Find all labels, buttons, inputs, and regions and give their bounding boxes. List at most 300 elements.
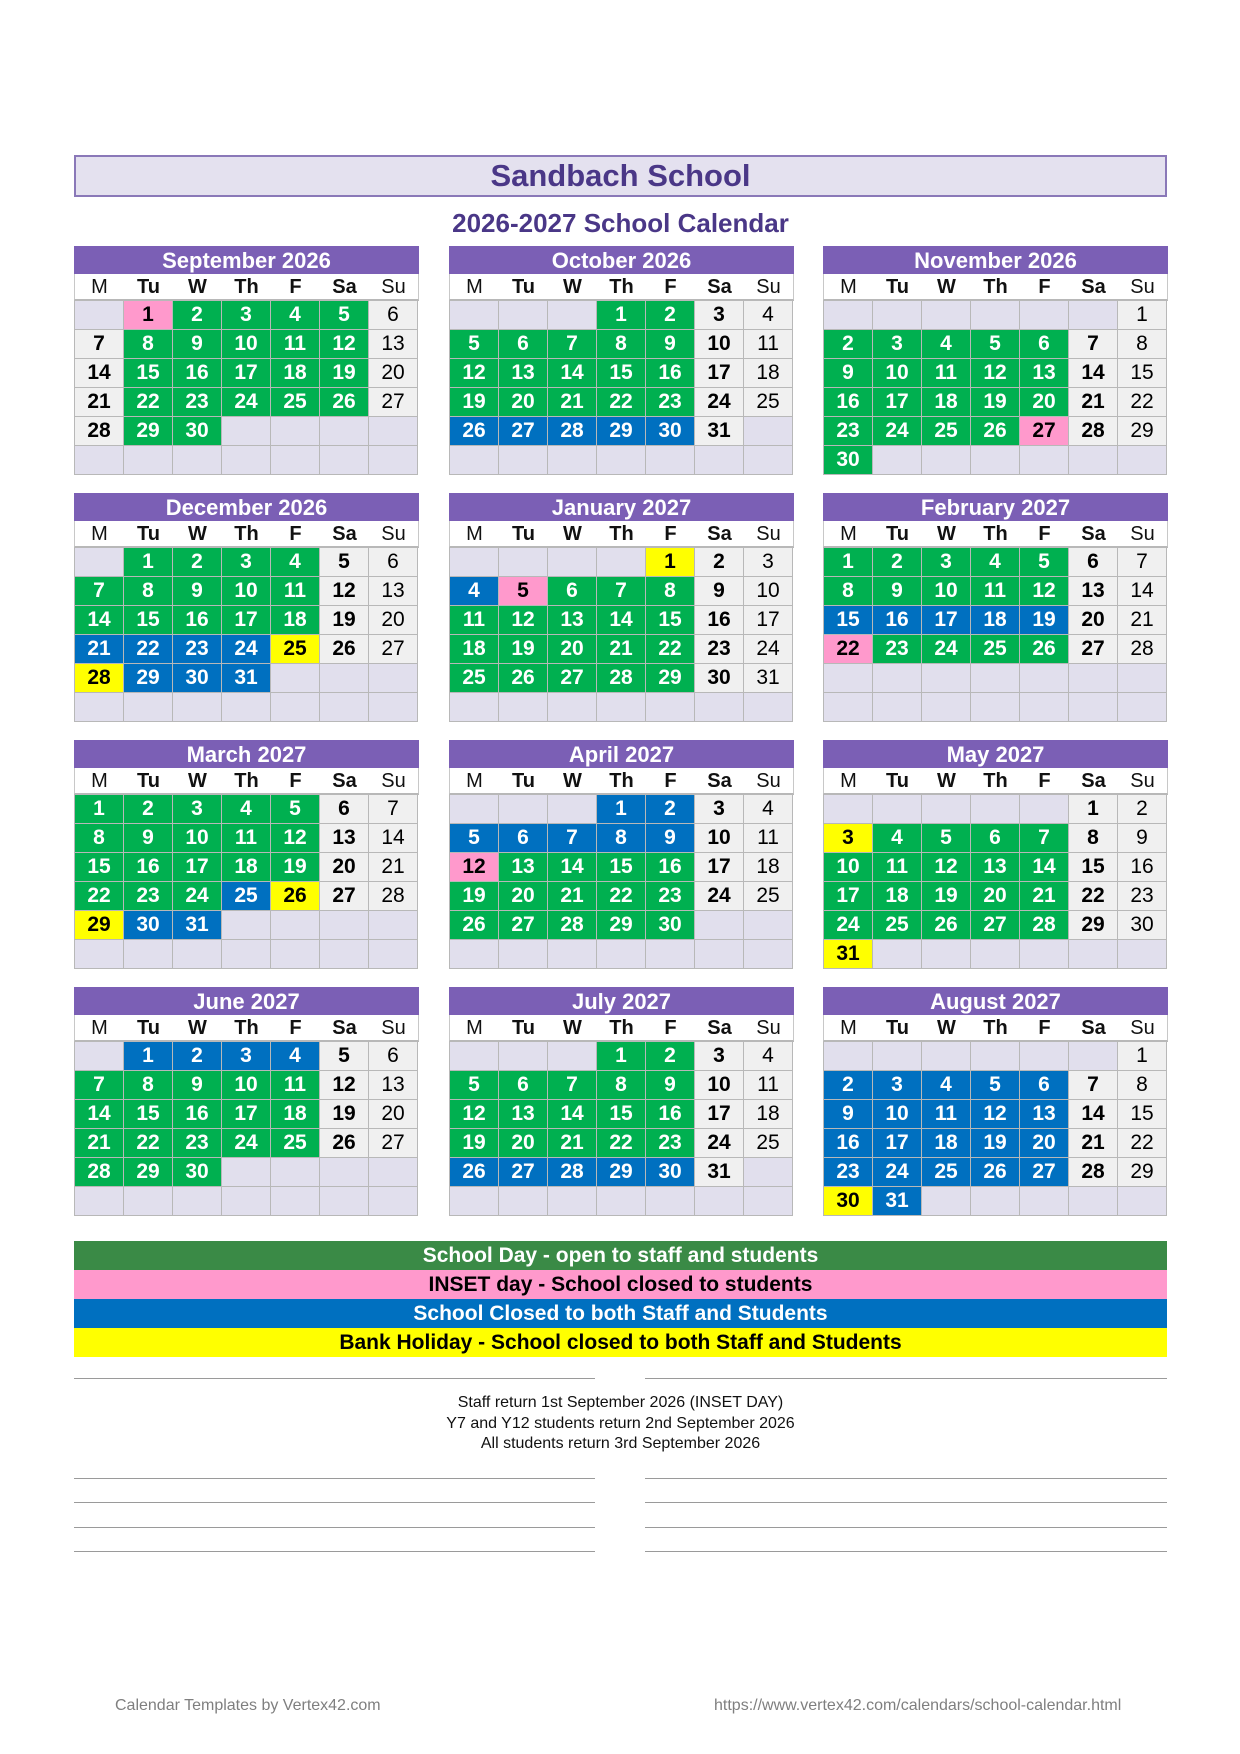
day-cell: 20 xyxy=(1020,1129,1069,1158)
day-cell: 11 xyxy=(744,824,793,853)
weekday-label: Th xyxy=(983,1017,1008,1039)
day-cell: 26 xyxy=(320,388,369,417)
empty-cell xyxy=(922,664,971,693)
day-cell: 19 xyxy=(450,882,499,911)
day-cell: 2 xyxy=(646,795,695,824)
empty-cell xyxy=(744,417,793,446)
day-cell: 6 xyxy=(971,824,1020,853)
day-cell: 4 xyxy=(873,824,922,853)
weekday-label: F xyxy=(289,523,302,545)
day-cell: 24 xyxy=(222,388,271,417)
day-grid xyxy=(823,300,1168,475)
empty-cell xyxy=(646,693,695,722)
day-cell: 26 xyxy=(271,882,320,911)
weekday-label: Th xyxy=(234,1017,259,1039)
weekday-label: Sa xyxy=(707,1017,732,1039)
day-cell: 8 xyxy=(124,577,173,606)
day-cell: 10 xyxy=(824,853,873,882)
day-cell: 9 xyxy=(1118,824,1167,853)
day-cell: 7 xyxy=(75,1071,124,1100)
day-cell: 28 xyxy=(75,417,124,446)
note-line: All students return 3rd September 2026 xyxy=(480,1435,761,1452)
day-cell: 2 xyxy=(173,1042,222,1071)
empty-cell xyxy=(1118,1187,1167,1216)
day-cell: 9 xyxy=(173,577,222,606)
day-cell: 4 xyxy=(744,795,793,824)
day-cell: 15 xyxy=(75,853,124,882)
day-cell: 10 xyxy=(222,330,271,359)
day-cell: 3 xyxy=(873,1071,922,1100)
month-calendar xyxy=(449,987,794,1216)
day-cell: 9 xyxy=(873,577,922,606)
day-cell: 22 xyxy=(597,1129,646,1158)
day-cell: 5 xyxy=(1020,548,1069,577)
notes-line xyxy=(74,1527,595,1528)
day-cell: 22 xyxy=(646,635,695,664)
day-cell: 26 xyxy=(320,1129,369,1158)
weekday-label: M xyxy=(466,523,483,545)
day-cell: 31 xyxy=(744,664,793,693)
day-cell: 3 xyxy=(744,548,793,577)
day-cell: 26 xyxy=(971,1158,1020,1187)
weekday-label: Sa xyxy=(332,1017,357,1039)
day-cell: 8 xyxy=(1118,330,1167,359)
day-cell: 30 xyxy=(646,1158,695,1187)
weekday-label: Sa xyxy=(332,276,357,298)
day-cell: 8 xyxy=(646,577,695,606)
empty-cell xyxy=(499,795,548,824)
day-cell: 28 xyxy=(75,664,124,693)
notes-line xyxy=(74,1502,595,1503)
empty-cell xyxy=(450,446,499,475)
footer-url[interactable]: https://www.vertex42.com/calendars/school-calendar.html xyxy=(714,1697,1122,1714)
day-cell: 11 xyxy=(922,1100,971,1129)
empty-cell xyxy=(1069,940,1118,969)
empty-cell xyxy=(1069,1042,1118,1071)
day-cell: 6 xyxy=(369,1042,418,1071)
empty-cell xyxy=(548,446,597,475)
day-cell: 13 xyxy=(1020,359,1069,388)
weekday-label: Tu xyxy=(137,770,160,792)
day-cell: 28 xyxy=(1069,417,1118,446)
day-cell: 19 xyxy=(320,1100,369,1129)
day-cell: 10 xyxy=(695,824,744,853)
empty-cell xyxy=(222,693,271,722)
empty-cell xyxy=(450,301,499,330)
day-cell: 2 xyxy=(1118,795,1167,824)
day-cell: 11 xyxy=(744,1071,793,1100)
weekday-label: Tu xyxy=(137,276,160,298)
empty-cell xyxy=(646,446,695,475)
day-cell: 21 xyxy=(548,882,597,911)
month-title: December 2026 xyxy=(74,493,419,521)
day-cell: 6 xyxy=(1020,330,1069,359)
empty-cell xyxy=(369,693,418,722)
day-cell: 7 xyxy=(75,330,124,359)
day-cell: 9 xyxy=(646,330,695,359)
day-cell: 6 xyxy=(320,795,369,824)
day-cell: 4 xyxy=(450,577,499,606)
day-cell: 26 xyxy=(922,911,971,940)
day-cell: 17 xyxy=(222,606,271,635)
day-grid xyxy=(449,794,794,969)
day-cell: 10 xyxy=(222,577,271,606)
weekday-label: Tu xyxy=(886,770,909,792)
day-cell: 11 xyxy=(971,577,1020,606)
day-cell: 11 xyxy=(271,1071,320,1100)
day-cell: 18 xyxy=(744,1100,793,1129)
day-cell: 20 xyxy=(971,882,1020,911)
day-cell: 25 xyxy=(271,388,320,417)
day-cell: 24 xyxy=(695,1129,744,1158)
day-cell: 3 xyxy=(222,301,271,330)
day-cell: 27 xyxy=(499,417,548,446)
weekday-label: W xyxy=(188,276,207,298)
day-cell: 16 xyxy=(824,388,873,417)
day-cell: 21 xyxy=(548,388,597,417)
empty-cell xyxy=(695,940,744,969)
weekday-label: F xyxy=(664,770,677,792)
empty-cell xyxy=(597,940,646,969)
day-cell: 16 xyxy=(124,853,173,882)
day-cell: 1 xyxy=(124,1042,173,1071)
month-title: October 2026 xyxy=(449,246,794,274)
day-cell: 15 xyxy=(597,359,646,388)
day-cell: 1 xyxy=(597,301,646,330)
empty-cell xyxy=(1020,693,1069,722)
day-cell: 12 xyxy=(450,853,499,882)
day-cell: 14 xyxy=(75,606,124,635)
calendar-title: 2026-2027 School Calendar xyxy=(452,208,789,238)
month-title: July 2027 xyxy=(449,987,794,1015)
day-cell: 27 xyxy=(369,388,418,417)
day-cell: 1 xyxy=(824,548,873,577)
empty-cell xyxy=(369,417,418,446)
weekday-label: Tu xyxy=(512,1017,535,1039)
day-cell: 16 xyxy=(824,1129,873,1158)
empty-cell xyxy=(173,940,222,969)
month-title: November 2026 xyxy=(823,246,1168,274)
day-cell: 7 xyxy=(548,1071,597,1100)
empty-cell xyxy=(369,1187,418,1216)
empty-cell xyxy=(173,446,222,475)
day-grid xyxy=(449,300,794,475)
empty-cell xyxy=(75,940,124,969)
day-cell: 8 xyxy=(824,577,873,606)
weekday-label: M xyxy=(840,276,857,298)
day-cell: 4 xyxy=(271,1042,320,1071)
month-calendar xyxy=(823,246,1168,475)
legend-closed: School Closed to both Staff and Students xyxy=(74,1299,1167,1328)
day-cell: 20 xyxy=(320,853,369,882)
day-cell: 17 xyxy=(173,853,222,882)
weekday-label: M xyxy=(91,1017,108,1039)
day-cell: 31 xyxy=(173,911,222,940)
month-title: June 2027 xyxy=(74,987,419,1015)
day-cell: 11 xyxy=(922,359,971,388)
day-cell: 24 xyxy=(695,882,744,911)
day-cell: 22 xyxy=(1118,1129,1167,1158)
day-cell: 2 xyxy=(124,795,173,824)
day-cell: 29 xyxy=(597,911,646,940)
weekday-label: W xyxy=(188,523,207,545)
weekday-label: Su xyxy=(756,276,781,298)
day-grid xyxy=(823,1041,1168,1216)
day-cell: 2 xyxy=(824,1071,873,1100)
day-cell: 29 xyxy=(597,1158,646,1187)
day-cell: 29 xyxy=(1069,911,1118,940)
weekday-header xyxy=(74,1015,419,1041)
day-cell: 26 xyxy=(1020,635,1069,664)
day-cell: 10 xyxy=(873,359,922,388)
day-cell: 12 xyxy=(320,577,369,606)
day-cell: 25 xyxy=(922,417,971,446)
day-cell: 4 xyxy=(744,1042,793,1071)
day-cell: 18 xyxy=(271,359,320,388)
empty-cell xyxy=(75,301,124,330)
day-cell: 9 xyxy=(646,824,695,853)
day-cell: 12 xyxy=(971,1100,1020,1129)
day-cell: 1 xyxy=(646,548,695,577)
day-cell: 16 xyxy=(695,606,744,635)
weekday-label: Sa xyxy=(1081,523,1106,545)
day-cell: 15 xyxy=(124,359,173,388)
empty-cell xyxy=(1118,664,1167,693)
empty-cell xyxy=(173,693,222,722)
day-cell: 7 xyxy=(1069,330,1118,359)
empty-cell xyxy=(499,301,548,330)
notes-line xyxy=(645,1527,1167,1528)
day-cell: 13 xyxy=(369,577,418,606)
month-calendar xyxy=(823,740,1168,969)
day-cell: 25 xyxy=(744,882,793,911)
weekday-label: Sa xyxy=(707,276,732,298)
day-grid xyxy=(74,1041,419,1216)
day-cell: 29 xyxy=(124,417,173,446)
day-cell: 18 xyxy=(922,388,971,417)
day-cell: 13 xyxy=(369,330,418,359)
month-calendar xyxy=(74,493,419,722)
day-cell: 8 xyxy=(124,330,173,359)
day-cell: 2 xyxy=(873,548,922,577)
weekday-label: Su xyxy=(1130,276,1155,298)
empty-cell xyxy=(450,1042,499,1071)
day-cell: 9 xyxy=(173,330,222,359)
empty-cell xyxy=(824,1042,873,1071)
weekday-label: Sa xyxy=(707,770,732,792)
day-cell: 5 xyxy=(971,1071,1020,1100)
day-cell: 17 xyxy=(922,606,971,635)
empty-cell xyxy=(548,301,597,330)
day-cell: 16 xyxy=(173,359,222,388)
day-cell: 7 xyxy=(548,330,597,359)
day-cell: 12 xyxy=(450,1100,499,1129)
empty-cell xyxy=(1020,1042,1069,1071)
day-cell: 26 xyxy=(499,664,548,693)
day-cell: 30 xyxy=(695,664,744,693)
empty-cell xyxy=(75,1042,124,1071)
weekday-label: Su xyxy=(1130,523,1155,545)
weekday-label: Sa xyxy=(1081,276,1106,298)
empty-cell xyxy=(1069,693,1118,722)
day-grid xyxy=(449,1041,794,1216)
day-cell: 21 xyxy=(1069,388,1118,417)
day-cell: 20 xyxy=(369,1100,418,1129)
empty-cell xyxy=(222,446,271,475)
day-cell: 28 xyxy=(1118,635,1167,664)
empty-cell xyxy=(320,664,369,693)
weekday-label: M xyxy=(840,1017,857,1039)
empty-cell xyxy=(922,1042,971,1071)
empty-cell xyxy=(450,940,499,969)
month-title: August 2027 xyxy=(823,987,1168,1015)
day-cell: 5 xyxy=(971,330,1020,359)
day-cell: 17 xyxy=(695,359,744,388)
day-cell: 30 xyxy=(646,417,695,446)
empty-cell xyxy=(1069,664,1118,693)
day-cell: 31 xyxy=(222,664,271,693)
day-cell: 23 xyxy=(695,635,744,664)
day-cell: 12 xyxy=(271,824,320,853)
day-cell: 27 xyxy=(971,911,1020,940)
weekday-label: M xyxy=(91,523,108,545)
day-cell: 10 xyxy=(222,1071,271,1100)
day-grid xyxy=(823,547,1168,722)
empty-cell xyxy=(75,446,124,475)
day-cell: 23 xyxy=(1118,882,1167,911)
day-cell: 18 xyxy=(744,359,793,388)
empty-cell xyxy=(744,1158,793,1187)
day-cell: 23 xyxy=(173,1129,222,1158)
weekday-label: Tu xyxy=(886,523,909,545)
day-cell: 19 xyxy=(320,606,369,635)
day-cell: 9 xyxy=(824,359,873,388)
empty-cell xyxy=(744,693,793,722)
empty-cell xyxy=(271,911,320,940)
day-cell: 3 xyxy=(873,330,922,359)
day-cell: 3 xyxy=(173,795,222,824)
empty-cell xyxy=(320,693,369,722)
empty-cell xyxy=(450,548,499,577)
day-cell: 28 xyxy=(369,882,418,911)
day-cell: 6 xyxy=(499,1071,548,1100)
weekday-label: F xyxy=(664,523,677,545)
day-cell: 12 xyxy=(1020,577,1069,606)
weekday-label: Th xyxy=(983,770,1008,792)
day-cell: 30 xyxy=(173,417,222,446)
day-cell: 13 xyxy=(971,853,1020,882)
notes-line xyxy=(645,1478,1167,1479)
day-cell: 9 xyxy=(173,1071,222,1100)
day-cell: 16 xyxy=(173,1100,222,1129)
day-cell: 15 xyxy=(1118,1100,1167,1129)
day-cell: 28 xyxy=(548,417,597,446)
day-cell: 6 xyxy=(369,548,418,577)
day-cell: 18 xyxy=(971,606,1020,635)
empty-cell xyxy=(75,693,124,722)
day-cell: 22 xyxy=(1069,882,1118,911)
empty-cell xyxy=(320,417,369,446)
empty-cell xyxy=(499,548,548,577)
empty-cell xyxy=(271,1158,320,1187)
empty-cell xyxy=(873,940,922,969)
day-cell: 11 xyxy=(222,824,271,853)
legend xyxy=(74,1241,1167,1357)
day-cell: 30 xyxy=(124,911,173,940)
day-cell: 29 xyxy=(75,911,124,940)
day-cell: 7 xyxy=(597,577,646,606)
empty-cell xyxy=(873,1042,922,1071)
weekday-header xyxy=(823,1015,1168,1041)
empty-cell xyxy=(271,1187,320,1216)
day-cell: 1 xyxy=(1069,795,1118,824)
day-cell: 7 xyxy=(1069,1071,1118,1100)
weekday-label: Tu xyxy=(512,770,535,792)
day-cell: 27 xyxy=(369,1129,418,1158)
empty-cell xyxy=(744,1187,793,1216)
empty-cell xyxy=(222,1158,271,1187)
day-cell: 26 xyxy=(971,417,1020,446)
empty-cell xyxy=(548,693,597,722)
weekday-label: Th xyxy=(609,523,634,545)
day-cell: 25 xyxy=(450,664,499,693)
empty-cell xyxy=(222,417,271,446)
day-cell: 2 xyxy=(173,301,222,330)
empty-cell xyxy=(124,940,173,969)
weekday-label: W xyxy=(563,770,582,792)
empty-cell xyxy=(922,693,971,722)
weekday-label: F xyxy=(289,1017,302,1039)
day-cell: 30 xyxy=(824,1187,873,1216)
weekday-label: Sa xyxy=(1081,1017,1106,1039)
day-cell: 13 xyxy=(1020,1100,1069,1129)
weekday-label: W xyxy=(188,770,207,792)
weekday-label: F xyxy=(289,770,302,792)
day-cell: 23 xyxy=(873,635,922,664)
day-cell: 5 xyxy=(450,330,499,359)
day-grid xyxy=(74,794,419,969)
day-cell: 24 xyxy=(744,635,793,664)
day-cell: 7 xyxy=(1118,548,1167,577)
day-cell: 23 xyxy=(124,882,173,911)
empty-cell xyxy=(646,940,695,969)
empty-cell xyxy=(1020,1187,1069,1216)
day-cell: 8 xyxy=(597,1071,646,1100)
month-calendar xyxy=(449,493,794,722)
day-cell: 17 xyxy=(744,606,793,635)
day-cell: 15 xyxy=(1069,853,1118,882)
note-line: Y7 and Y12 students return 2nd September 2026 xyxy=(446,1414,795,1432)
empty-cell xyxy=(548,795,597,824)
weekday-label: W xyxy=(937,1017,956,1039)
footer-credit: Calendar Templates by Vertex42.com xyxy=(115,1697,381,1714)
day-cell: 10 xyxy=(695,1071,744,1100)
day-cell: 22 xyxy=(597,882,646,911)
day-cell: 13 xyxy=(320,824,369,853)
day-cell: 3 xyxy=(695,301,744,330)
empty-cell xyxy=(824,664,873,693)
month-calendar xyxy=(449,740,794,969)
weekday-label: M xyxy=(466,276,483,298)
notes-line xyxy=(645,1551,1167,1552)
weekday-label: W xyxy=(937,770,956,792)
day-cell: 24 xyxy=(222,1129,271,1158)
day-cell: 18 xyxy=(271,1100,320,1129)
day-cell: 29 xyxy=(124,1158,173,1187)
empty-cell xyxy=(75,548,124,577)
day-cell: 19 xyxy=(971,1129,1020,1158)
day-cell: 27 xyxy=(369,635,418,664)
